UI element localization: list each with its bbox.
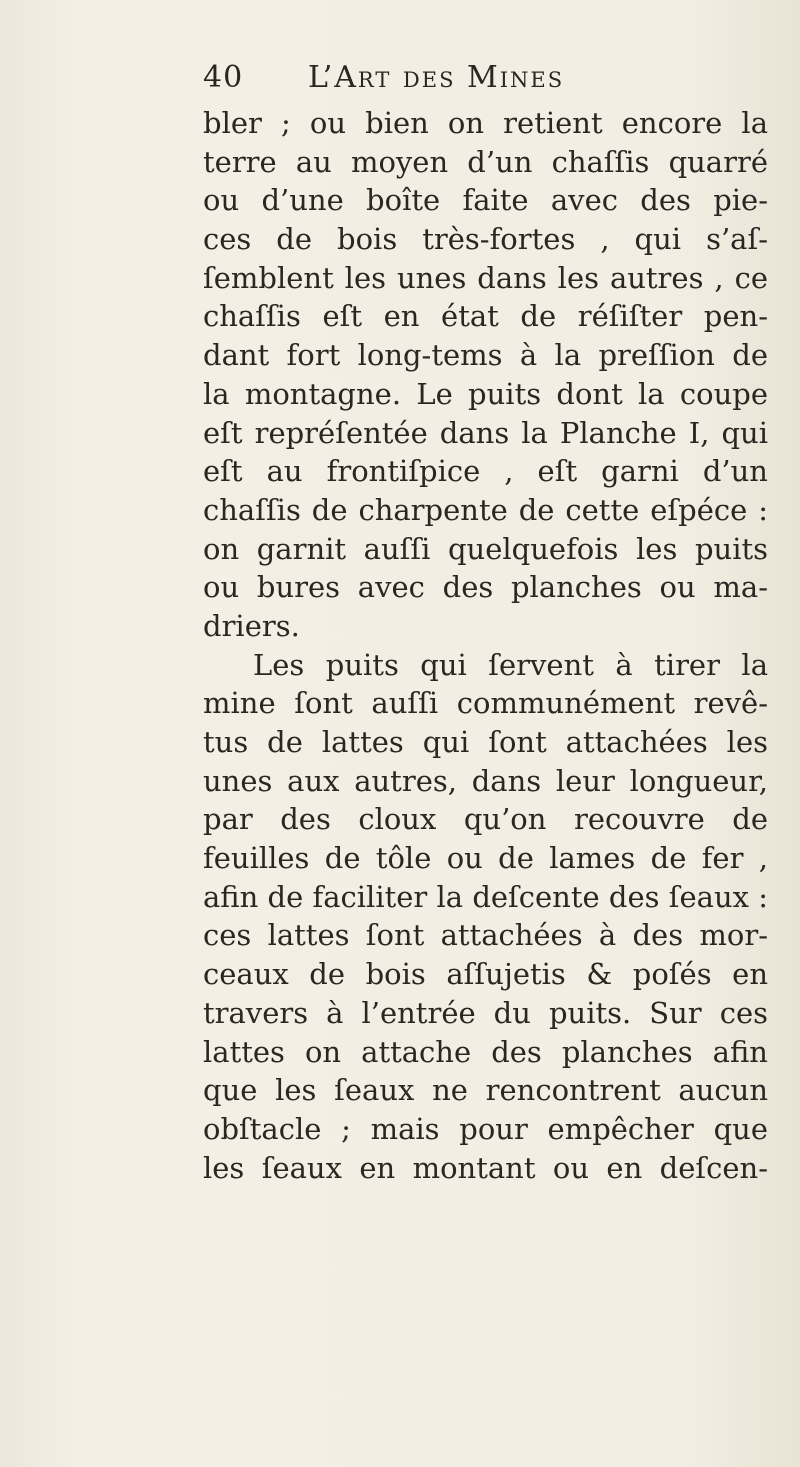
text-line: obſtacle ; mais pour empêcher que bbox=[203, 1111, 768, 1146]
running-title: L’Art des Mines bbox=[308, 60, 565, 95]
text-line: feuilles de tôle ou de lames de fer , bbox=[203, 841, 768, 876]
text-line: la montagne. Le puits dont la coupe bbox=[203, 376, 768, 411]
text-line: ſemblent les unes dans les autres , ce bbox=[203, 260, 768, 295]
text-line: que les ſeaux ne rencontrent aucun bbox=[203, 1073, 768, 1108]
text-line: lattes on attache des planches afin bbox=[203, 1034, 768, 1069]
text-line: tus de lattes qui ſont attachées les bbox=[203, 725, 768, 759]
text-line: eſt au frontiſpice , eſt garni d’un bbox=[203, 454, 768, 489]
text-line: ceaux de bois aſſujetis & poſés en bbox=[203, 957, 768, 992]
text-line: chaſſis de charpente de cette eſpéce : bbox=[203, 492, 768, 527]
text-line: Les puits qui ſervent à tirer la bbox=[253, 647, 768, 682]
text-line: ou bures avec des planches ou ma- bbox=[203, 570, 768, 605]
text-line: afin de faciliter la deſcente des ſeaux : bbox=[203, 879, 768, 914]
text-line: unes aux autres, dans leur longueur, bbox=[203, 763, 768, 798]
text-line: les ſeaux en montant ou en deſcen- bbox=[203, 1150, 768, 1185]
text-line: on garnit auſſi quelquefois les puits bbox=[203, 531, 768, 566]
text-line: travers à l’entrée du puits. Sur ces bbox=[203, 995, 768, 1030]
text-line: ou d’une boîte faite avec des pie- bbox=[203, 183, 768, 218]
body-text bbox=[203, 104, 768, 1187]
page-header bbox=[203, 58, 623, 98]
text-line: terre au moyen d’un chaſſis quarré bbox=[203, 144, 768, 179]
text-line: eſt repréſentée dans la Planche I, qui bbox=[203, 415, 768, 450]
text-line: ces lattes ſont attachées à des mor- bbox=[203, 918, 768, 953]
text-line: chaſſis eſt en état de réſiſter pen- bbox=[203, 299, 768, 334]
text-line: dant fort long-tems à la preſſion de bbox=[203, 338, 768, 373]
text-line: driers. bbox=[203, 608, 300, 643]
text-line: bler ; ou bien on retient encore la bbox=[203, 106, 768, 140]
text-line: par des cloux qu’on recouvre de bbox=[203, 802, 768, 837]
text-line: ces de bois très-fortes , qui s’aſ- bbox=[203, 222, 768, 257]
text-line: mine ſont auſſi communément revê- bbox=[203, 686, 768, 721]
page-number: 40 bbox=[203, 60, 244, 95]
